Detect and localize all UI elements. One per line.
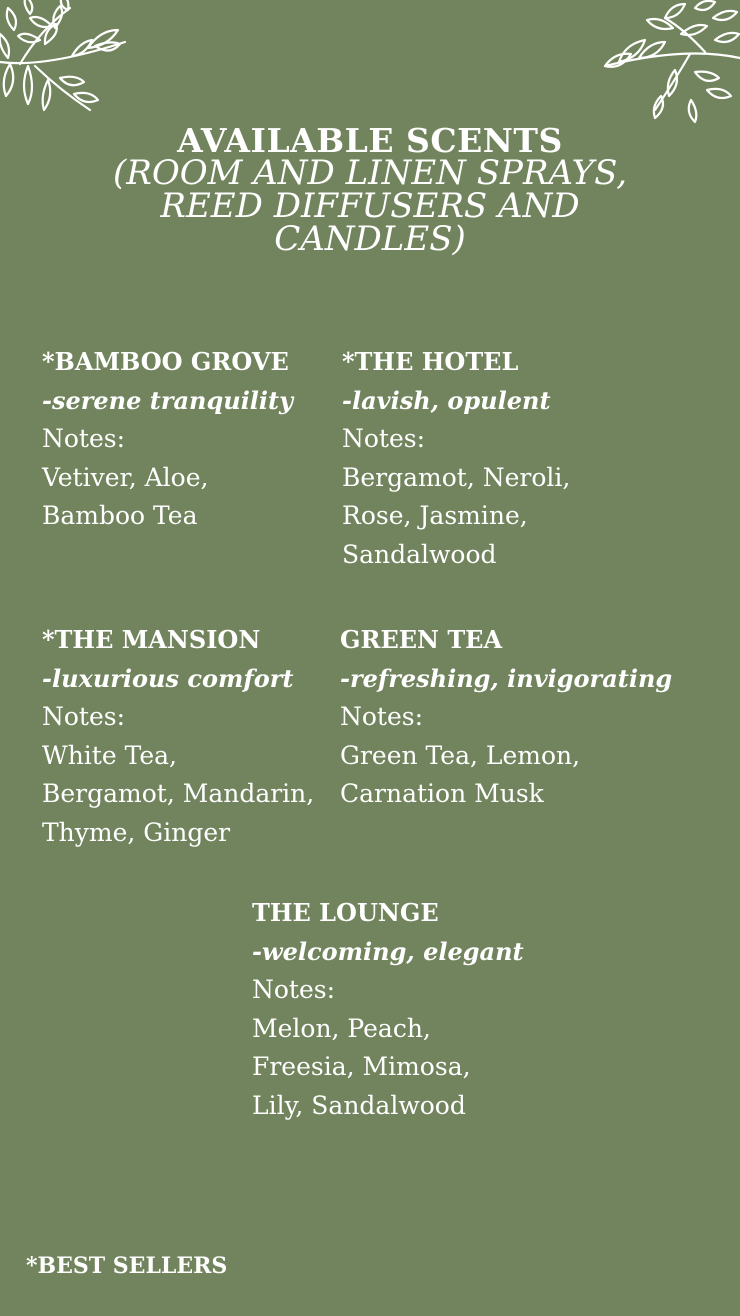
scent-description: -welcoming, elegant — [252, 936, 524, 966]
scent-description: -luxurious comfort — [42, 663, 294, 693]
scent-notes-line: Freesia, Mimosa, — [252, 1052, 471, 1081]
scent-the-lounge — [252, 894, 524, 1125]
scent-notes-label: Notes: — [42, 702, 126, 731]
leaf-branch-left-icon — [0, 0, 135, 125]
scent-name: THE LOUNGE — [252, 898, 439, 927]
page-title: AVAILABLE SCENTS — [177, 121, 563, 160]
scent-bamboo-grove — [42, 343, 293, 536]
scent-name: GREEN TEA — [340, 625, 503, 654]
scent-notes-line: Vetiver, Aloe, — [42, 462, 209, 492]
title-block — [0, 121, 740, 259]
scent-notes-line: Bergamot, Neroli, — [342, 462, 571, 492]
scent-notes-line: Sandalwood — [342, 539, 497, 569]
scent-notes-line: Lily, Sandalwood — [252, 1090, 466, 1120]
scent-notes-line: Bamboo Tea — [42, 501, 198, 530]
page-subtitle: (ROOM AND LINEN SPRAYS, REED DIFFUSERS AND CANDLES) — [112, 153, 628, 259]
scent-green-tea — [340, 621, 672, 814]
scent-the-hotel — [342, 343, 570, 574]
scent-notes-line: Rose, Jasmine, — [342, 501, 528, 530]
scent-notes-label: Notes: — [252, 975, 336, 1004]
scent-notes-line: Melon, Peach, — [252, 1013, 431, 1043]
scent-notes-label: Notes: — [42, 424, 126, 453]
scent-notes-line: White Tea, — [42, 740, 177, 770]
scent-description: -lavish, opulent — [342, 385, 551, 415]
scent-description: -refreshing, invigorating — [340, 663, 673, 693]
scent-name: *THE MANSION — [42, 625, 261, 654]
scent-notes-label: Notes: — [340, 702, 424, 731]
scent-notes-line: Thyme, Ginger — [42, 817, 231, 847]
scent-notes-label: Notes: — [342, 424, 426, 453]
leaf-branch-right-icon — [595, 0, 740, 125]
scent-name: *BAMBOO GROVE — [42, 347, 289, 376]
scent-description: -serene tranquility — [42, 385, 294, 415]
scent-notes-line: Green Tea, Lemon, — [340, 740, 581, 770]
best-sellers-note: *BEST SELLERS — [26, 1253, 228, 1279]
scent-notes-line: Carnation Musk — [340, 779, 544, 808]
scent-notes-line: Bergamot, Mandarin, — [42, 779, 315, 808]
scent-the-mansion — [42, 621, 314, 852]
scent-name: *THE HOTEL — [342, 347, 519, 376]
